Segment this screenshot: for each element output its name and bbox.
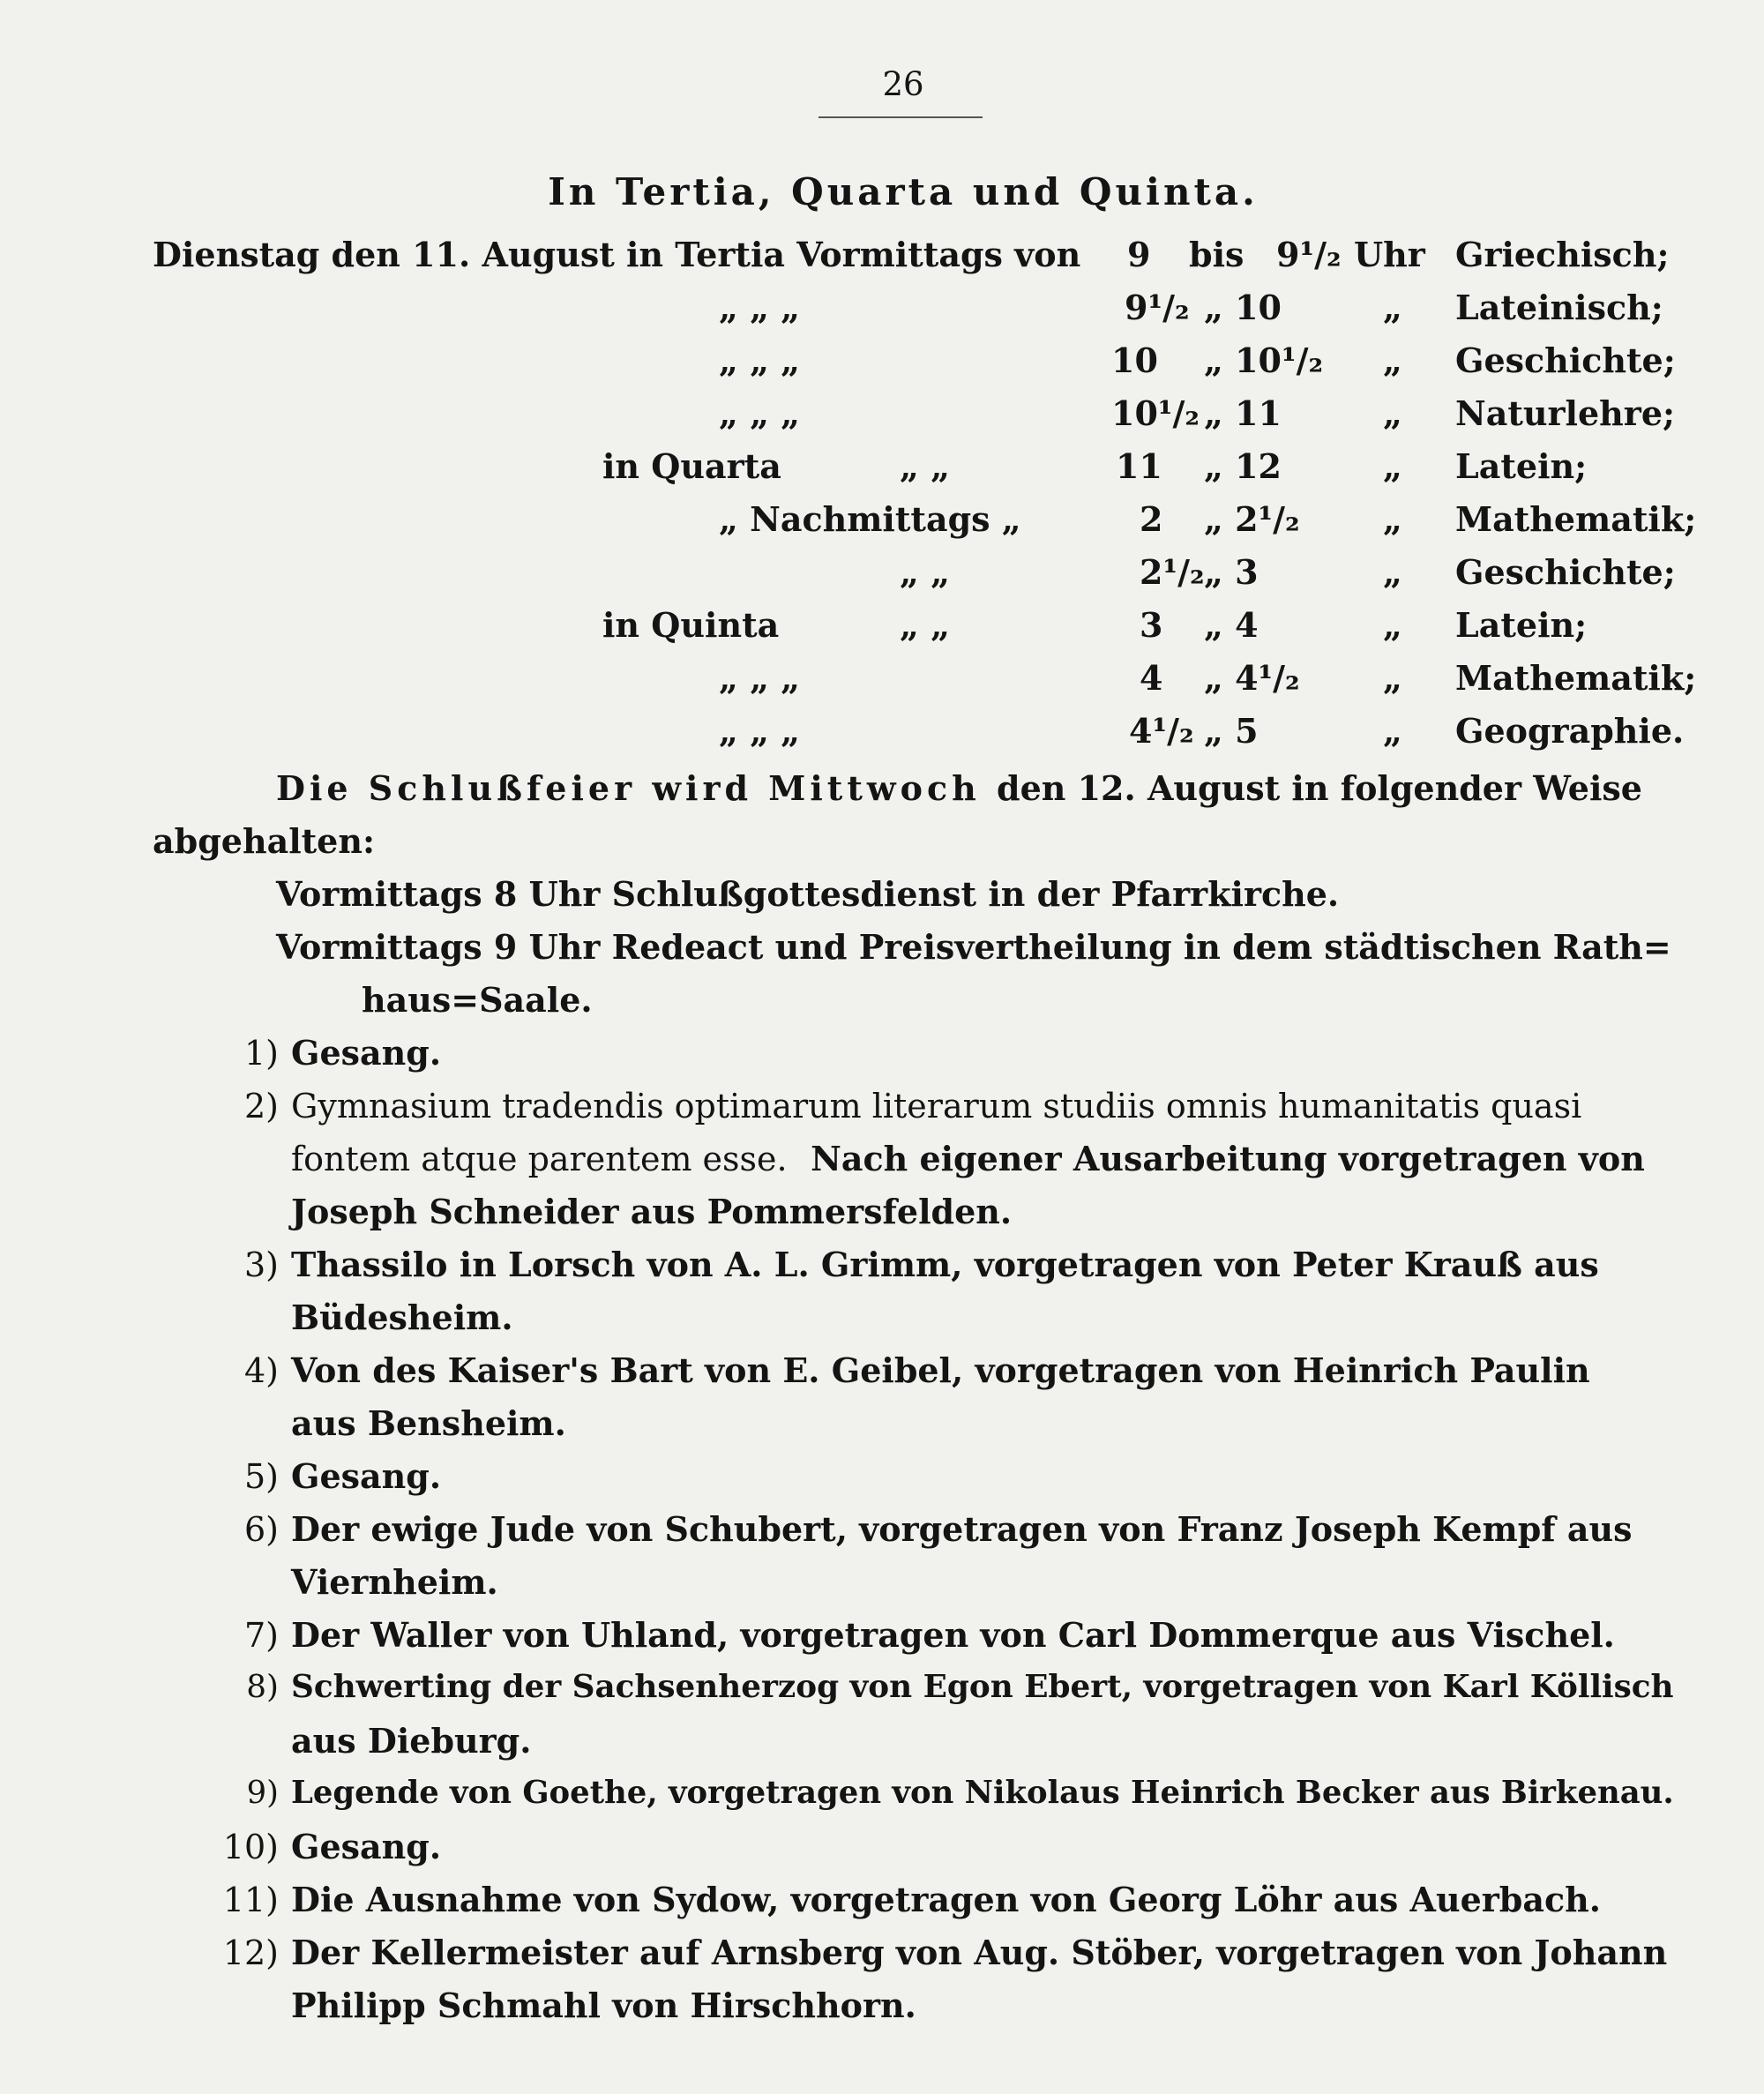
section-heading: In Tertia, Quarta und Quinta.: [548, 170, 1259, 213]
schedule-subject: Griechisch;: [1455, 235, 1670, 274]
schedule-unit: „: [1383, 288, 1402, 327]
program-item: 6) Der ewige Jude von Schubert, vorgetragen von Franz Joseph Kempf aus: [243, 1509, 1633, 1549]
program-item-cont: Büdesheim.: [291, 1298, 513, 1337]
schedule-from: 4¹/₂: [1129, 711, 1194, 751]
schedule-to: „ 4¹/₂: [1204, 658, 1300, 698]
schedule-to: „ 12: [1204, 446, 1282, 486]
morning-act-cont: haus=Saale.: [362, 980, 593, 1020]
schedule-class: in Quinta: [602, 605, 780, 645]
schedule-bis: bis: [1189, 235, 1245, 274]
header-rule: [818, 116, 983, 118]
schedule-from: 10¹/₂: [1111, 393, 1200, 433]
schedule-to: „ 11: [1204, 393, 1282, 433]
closing-text-b: den 12. August in folgender Weise: [997, 768, 1642, 808]
program-item: 4) Von des Kaiser's Bart von E. Geibel, vorgetragen von Heinrich Paulin: [243, 1350, 1590, 1390]
program-item-cont: fontem atque parentem esse. Nach eigener Ausarbeitung vorgetragen von: [291, 1139, 1645, 1178]
schedule-to: „ 3: [1204, 552, 1259, 592]
schedule-to: „ 10: [1204, 288, 1282, 327]
schedule-from: 10: [1111, 340, 1158, 380]
schedule-ditto: „ „ „: [719, 288, 801, 327]
schedule-unit: Uhr: [1354, 235, 1425, 274]
schedule-to: „ 2¹/₂: [1204, 499, 1300, 539]
program-item-cont: Philipp Schmahl von Hirschhorn.: [291, 1986, 916, 2025]
program-item-cont: aus Bensheim.: [291, 1403, 566, 1443]
schedule-subject: Geschichte;: [1455, 340, 1676, 380]
schedule-subject: Mathematik;: [1455, 499, 1697, 539]
schedule-ditto: „ „ „: [719, 658, 801, 698]
schedule-unit: „: [1383, 711, 1402, 751]
schedule-subject: Mathematik;: [1455, 658, 1697, 698]
page-number: 26: [882, 65, 924, 103]
schedule-subject: Latein;: [1455, 446, 1588, 486]
schedule-to: „ 10¹/₂: [1204, 340, 1324, 380]
program-item: 1) Gesang.: [243, 1033, 442, 1073]
schedule-subject: Geographie.: [1455, 711, 1685, 751]
program-item: 10) Gesang.: [222, 1827, 442, 1866]
schedule-unit: „: [1383, 658, 1402, 698]
program-item-cont: Joseph Schneider aus Pommersfelden.: [291, 1192, 1013, 1231]
schedule-from: 4: [1140, 658, 1163, 698]
schedule-to: 9¹/₂: [1276, 235, 1342, 274]
schedule-ditto: „ „: [900, 552, 950, 592]
program-item: 5) Gesang.: [243, 1456, 442, 1496]
program-item: 2) Gymnasium tradendis optimarum literarum studiis omnis humanitatis quasi: [243, 1087, 1582, 1126]
schedule-ditto: „ „ „: [719, 711, 801, 751]
closing-text-a: Die Schlußfeier wird Mittwoch: [276, 768, 981, 808]
morning-act: [276, 927, 1671, 967]
program-item-cont: aus Dieburg.: [291, 1721, 532, 1761]
schedule-ditto: „ „ „: [719, 340, 801, 380]
closing-text-c: abgehalten:: [153, 821, 376, 861]
program-item: 3) Thassilo in Lorsch von A. L. Grimm, vorgetragen von Peter Krauß aus: [243, 1245, 1599, 1284]
schedule-to: „ 4: [1204, 605, 1259, 645]
schedule-from: 9¹/₂: [1125, 288, 1190, 327]
program-item-cont: Viernheim.: [291, 1562, 498, 1602]
schedule-unit: „: [1383, 499, 1402, 539]
schedule-session: „ Nachmittags „: [719, 499, 1021, 539]
schedule-row-prefix: Dienstag den 11. August in Tertia Vormittags von: [153, 235, 1081, 274]
schedule-unit: „: [1383, 446, 1402, 486]
schedule-subject: Naturlehre;: [1455, 393, 1676, 433]
morning-act-text: Vormittags 9 Uhr Redeact und Preisvertheilung in dem städtischen Rath=: [276, 927, 1671, 967]
schedule-subject: Geschichte;: [1455, 552, 1676, 592]
schedule-subject: Latein;: [1455, 605, 1588, 645]
schedule-from: 3: [1140, 605, 1163, 645]
schedule-from: 2¹/₂: [1140, 552, 1205, 592]
schedule-to: „ 5: [1204, 711, 1259, 751]
schedule-unit: „: [1383, 605, 1402, 645]
schedule-from: 9: [1127, 235, 1151, 274]
program-item: 9) Legende von Goethe, vorgetragen von Nikolaus Heinrich Becker aus Birkenau.: [246, 1775, 1674, 1811]
schedule-unit: „: [1383, 552, 1402, 592]
program-item: 7) Der Waller von Uhland, vorgetragen von Carl Dommerque aus Vischel.: [243, 1615, 1615, 1655]
schedule-ditto: „ „ „: [719, 393, 801, 433]
schedule-subject: Lateinisch;: [1455, 288, 1663, 327]
morning-service: Vormittags 8 Uhr Schlußgottesdienst in der Pfarrkirche.: [276, 874, 1340, 914]
schedule-from: 2: [1140, 499, 1163, 539]
schedule-unit: „: [1383, 340, 1402, 380]
schedule-ditto: „ „: [900, 446, 950, 486]
schedule-unit: „: [1383, 393, 1402, 433]
schedule-class: in Quarta: [602, 446, 781, 486]
program-item: 11) Die Ausnahme von Sydow, vorgetragen von Georg Löhr aus Auerbach.: [222, 1880, 1601, 1919]
schedule-from: 11: [1116, 446, 1162, 486]
program-item: 12) Der Kellermeister auf Arnsberg von Aug. Stöber, vorgetragen von Johann: [222, 1933, 1668, 1972]
schedule-ditto: „ „: [900, 605, 950, 645]
program-item: 8) Schwerting der Sachsenherzog von Egon Ebert, vorgetragen von Karl Köllisch: [246, 1668, 1674, 1705]
